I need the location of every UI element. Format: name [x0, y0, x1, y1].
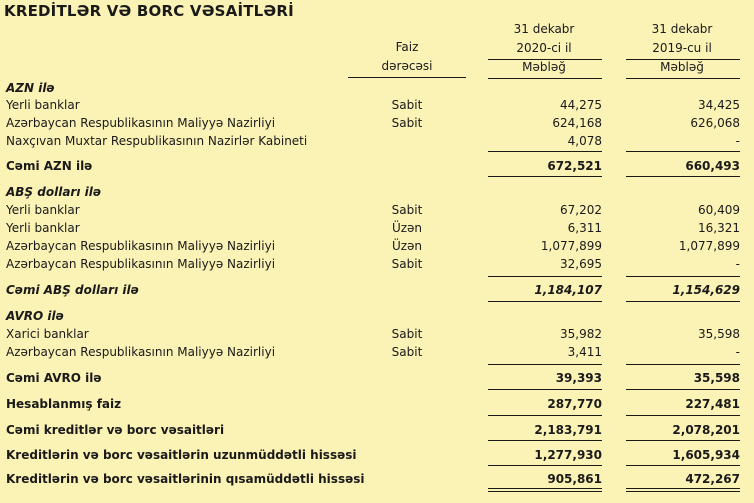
- row-value-2019: -: [735, 345, 740, 359]
- table-row: [0, 326, 754, 343]
- total-rule: [488, 440, 602, 441]
- total-rule: [626, 440, 740, 441]
- row-value-2019: 35,598: [698, 327, 740, 341]
- row-rate: Sabit: [391, 345, 423, 359]
- row-label: Kreditlərin və borc vəsaitlərin uzunmüddətli hissəsi: [6, 448, 357, 462]
- row-value-2019: 16,321: [698, 221, 740, 235]
- table-row: [0, 282, 754, 299]
- table-row: [0, 308, 754, 325]
- row-value-2020: 39,393: [555, 371, 602, 385]
- total-rule: [626, 276, 740, 277]
- row-value-2019: 1,077,899: [678, 239, 740, 253]
- page-title: KREDİTLƏR VƏ BORC VƏSAİTLƏRİ: [4, 2, 294, 20]
- row-value-2019: 1,154,629: [672, 283, 740, 297]
- row-value-2020: 1,184,107: [534, 283, 602, 297]
- row-value-2020: 672,521: [547, 159, 602, 173]
- total-rule: [488, 465, 602, 466]
- row-rate: Sabit: [391, 98, 423, 112]
- row-label: Cəmi AZN ilə: [6, 159, 93, 173]
- row-value-2020: 67,202: [560, 203, 602, 217]
- col-2020-line2: 2020-ci il: [516, 41, 572, 55]
- row-value-2020: 32,695: [560, 257, 602, 271]
- total-rule: [488, 176, 602, 177]
- total-rule: [626, 301, 740, 302]
- total-rule: [488, 364, 602, 365]
- row-label: AZN ilə: [6, 81, 55, 95]
- rate-header-line2: dərəcəsi: [381, 59, 433, 73]
- row-label: Cəmi kreditlər və borc vəsaitləri: [6, 423, 225, 437]
- row-value-2020: 6,311: [567, 221, 602, 235]
- row-value-2020: 624,168: [552, 116, 602, 130]
- col-2019-underline-1: [626, 59, 740, 60]
- row-label: Yerli banklar: [6, 203, 80, 217]
- row-label: Azərbaycan Respublikasının Maliyyə Nazirliyi: [6, 116, 276, 130]
- row-rate: Sabit: [391, 203, 423, 217]
- row-value-2019: -: [735, 134, 740, 148]
- table-row: [0, 370, 754, 387]
- row-value-2020: 287,770: [547, 397, 602, 411]
- table-row: [0, 158, 754, 175]
- table-row: [0, 115, 754, 132]
- table-row: [0, 220, 754, 237]
- table-row: [0, 396, 754, 413]
- rate-header-line1: Faiz: [395, 40, 419, 54]
- col-2019-line3: Məbləğ: [660, 60, 704, 74]
- row-rate: Sabit: [391, 327, 423, 341]
- row-value-2020: 905,861: [547, 472, 602, 486]
- row-value-2019: 35,598: [693, 371, 740, 385]
- row-label: Cəmi ABŞ dolları ilə: [6, 283, 139, 297]
- col-2020-line1: 31 dekabr: [513, 22, 575, 36]
- row-value-2020: 44,275: [560, 98, 602, 112]
- table-row: [0, 97, 754, 114]
- total-rule: [488, 488, 602, 489]
- row-label: Naxçıvan Muxtar Respublikasının Nazirlər Kabineti: [6, 134, 308, 148]
- row-label: ABŞ dolları ilə: [6, 185, 101, 199]
- row-value-2020: 35,982: [560, 327, 602, 341]
- row-value-2019: 2,078,201: [672, 423, 740, 437]
- col-2019-header: [620, 20, 744, 77]
- row-value-2019: 60,409: [698, 203, 740, 217]
- row-rate: Sabit: [391, 116, 423, 130]
- total-rule: [488, 491, 602, 492]
- row-value-2020: 1,077,899: [540, 239, 602, 253]
- col-2020-underline-1: [488, 59, 602, 60]
- col-2020-header: [482, 20, 606, 77]
- row-label: Yerli banklar: [6, 98, 80, 112]
- row-value-2020: 1,277,930: [534, 448, 602, 462]
- table-row: [0, 238, 754, 255]
- row-rate: Sabit: [391, 257, 423, 271]
- col-2019-line1: 31 dekabr: [651, 22, 713, 36]
- table-row: [0, 422, 754, 439]
- total-rule: [626, 488, 740, 489]
- row-value-2020: 2,183,791: [534, 423, 602, 437]
- total-rule: [488, 276, 602, 277]
- row-label: Azərbaycan Respublikasının Maliyyə Nazirliyi: [6, 257, 276, 271]
- total-rule: [626, 389, 740, 390]
- total-rule: [626, 465, 740, 466]
- rate-column-header: [348, 38, 466, 76]
- row-value-2019: 660,493: [685, 159, 740, 173]
- row-label: Hesablanmış faiz: [6, 397, 122, 411]
- table-row: [0, 447, 754, 464]
- table-row: [0, 202, 754, 219]
- row-value-2019: 227,481: [685, 397, 740, 411]
- table-row: [0, 471, 754, 488]
- row-value-2020: 4,078: [567, 134, 602, 148]
- col-2019-underline-2: [626, 78, 740, 79]
- row-value-2019: -: [735, 257, 740, 271]
- row-label: Kreditlərin və borc vəsaitlərinin qısamüddətli hissəsi: [6, 472, 365, 486]
- row-rate: Üzən: [391, 221, 423, 235]
- rate-header-underline: [348, 77, 466, 78]
- col-2020-underline-2: [488, 78, 602, 79]
- row-value-2020: 3,411: [567, 345, 602, 359]
- row-value-2019: 626,068: [690, 116, 740, 130]
- col-2020-line3: Məbləğ: [522, 60, 566, 74]
- row-rate: Üzən: [391, 239, 423, 253]
- total-rule: [488, 151, 602, 152]
- row-label: Cəmi AVRO ilə: [6, 371, 102, 385]
- row-label: Yerli banklar: [6, 221, 80, 235]
- total-rule: [488, 389, 602, 390]
- total-rule: [626, 415, 740, 416]
- total-rule: [626, 364, 740, 365]
- total-rule: [626, 151, 740, 152]
- row-value-2019: 1,605,934: [672, 448, 740, 462]
- table-row: [0, 344, 754, 361]
- table-row: [0, 133, 754, 150]
- total-rule: [626, 176, 740, 177]
- col-2019-line2: 2019-cu il: [652, 41, 712, 55]
- row-value-2019: 34,425: [698, 98, 740, 112]
- row-label: AVRO ilə: [6, 309, 64, 323]
- table-row: [0, 184, 754, 201]
- total-rule: [488, 415, 602, 416]
- row-label: Xarici banklar: [6, 327, 89, 341]
- total-rule: [488, 301, 602, 302]
- row-label: Azərbaycan Respublikasının Maliyyə Nazirliyi: [6, 345, 276, 359]
- row-label: Azərbaycan Respublikasının Maliyyə Nazirliyi: [6, 239, 276, 253]
- total-rule: [626, 491, 740, 492]
- table-row: [0, 256, 754, 273]
- row-value-2019: 472,267: [685, 472, 740, 486]
- table-row: [0, 80, 754, 97]
